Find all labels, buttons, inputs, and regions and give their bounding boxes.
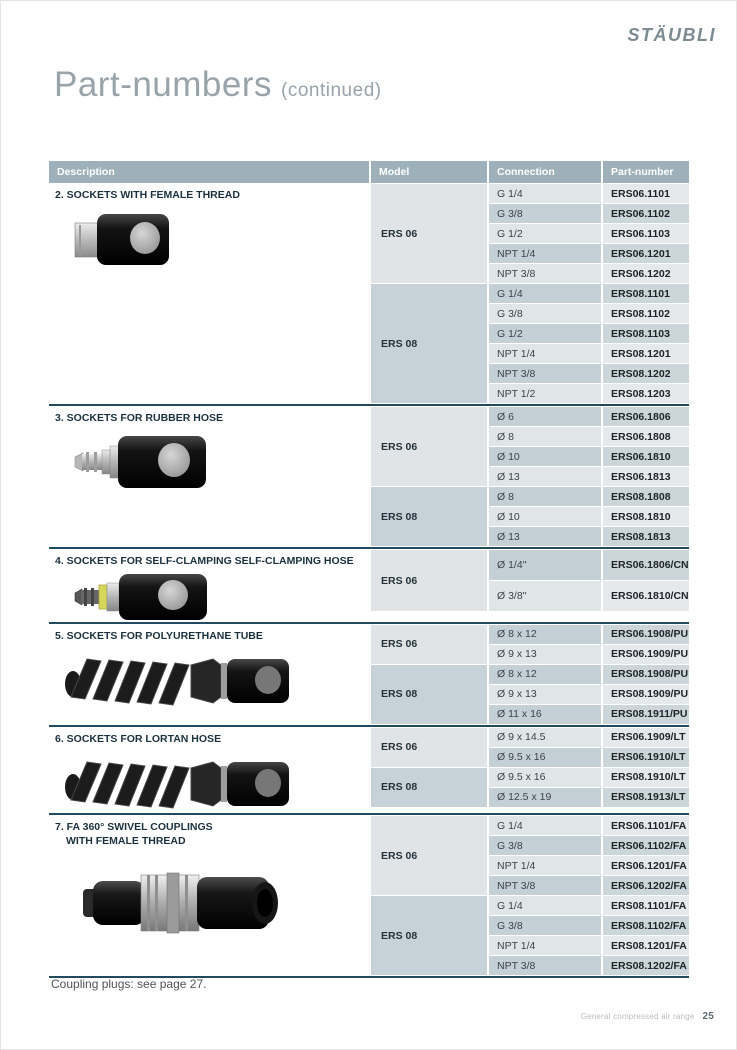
table-row [489, 748, 689, 767]
table-row [489, 550, 689, 580]
page-title [54, 65, 382, 105]
model-group [371, 550, 689, 611]
connection-cell: Ø 13 [489, 467, 601, 486]
connection-cell: Ø 8 [489, 427, 601, 446]
description-cell [49, 184, 369, 403]
description-cell [49, 407, 369, 546]
rows-column [489, 550, 689, 611]
connection-cell: Ø 9.5 x 16 [489, 768, 601, 787]
rows-column [489, 896, 689, 975]
connection-cell: Ø 10 [489, 447, 601, 466]
connection-cell: G 1/4 [489, 284, 601, 303]
part-number-cell: ERS08.1102 [603, 304, 689, 323]
connection-cell: NPT 1/2 [489, 384, 601, 403]
model-groups [371, 816, 689, 975]
connection-cell: G 1/2 [489, 224, 601, 243]
table-row [489, 645, 689, 664]
rows-column [489, 407, 689, 486]
connection-cell: G 3/8 [489, 836, 601, 855]
model-groups [371, 407, 689, 546]
table-row [489, 304, 689, 323]
product-image-self-clamping [73, 573, 369, 621]
part-number-cell: ERS08.1808 [603, 487, 689, 506]
part-number-cell: ERS06.1103 [603, 224, 689, 243]
table-section [49, 550, 689, 621]
part-number-cell: ERS08.1913/LT [603, 788, 689, 807]
table-row [489, 284, 689, 303]
table-section [49, 728, 689, 813]
rows-column [489, 284, 689, 403]
model-groups [371, 550, 689, 621]
table-row [489, 427, 689, 446]
connection-cell: Ø 3/8'' [489, 581, 601, 611]
footer-right [581, 1011, 714, 1022]
table-row [489, 936, 689, 955]
product-image-spiral [63, 651, 369, 709]
part-number-cell: ERS08.1103 [603, 324, 689, 343]
rows-column [489, 625, 689, 664]
part-number-cell: ERS08.1102/FA [603, 916, 689, 935]
model-cell: ERS 08 [371, 665, 487, 724]
section-separator-line [49, 622, 689, 624]
model-cell: ERS 06 [371, 550, 487, 611]
connection-cell: Ø 9 x 13 [489, 645, 601, 664]
part-number-cell: ERS08.1911/PU [603, 705, 689, 724]
part-number-cell: ERS08.1909/PU [603, 685, 689, 704]
column-header-connection: Connection [489, 161, 601, 183]
section-title: 2. SOCKETS WITH FEMALE THREAD [55, 189, 240, 201]
section-title: 7. FA 360° SWIVEL COUPLINGS [55, 821, 213, 834]
connection-cell: Ø 10 [489, 507, 601, 526]
table-row [489, 407, 689, 426]
connection-cell: G 1/4 [489, 896, 601, 915]
part-number-cell: ERS08.1201 [603, 344, 689, 363]
description-cell [49, 728, 369, 813]
connection-cell: G 3/8 [489, 304, 601, 323]
table-row [489, 244, 689, 263]
section-title: 3. SOCKETS FOR RUBBER HOSE [55, 412, 224, 424]
model-groups [371, 625, 689, 724]
connection-cell: NPT 1/4 [489, 936, 601, 955]
product-image-fa-swivel [81, 861, 369, 945]
rows-column [489, 816, 689, 895]
connection-cell: G 1/2 [489, 324, 601, 343]
table-row [489, 224, 689, 243]
table-row [489, 384, 689, 403]
part-number-cell: ERS08.1810 [603, 507, 689, 526]
part-number-cell: ERS06.1201 [603, 244, 689, 263]
page-number: 25 [702, 1011, 714, 1022]
column-header-part-number: Part-number [603, 161, 689, 183]
description-cell [49, 550, 369, 621]
part-number-cell: ERS06.1808 [603, 427, 689, 446]
model-cell: ERS 06 [371, 816, 487, 895]
column-header-model: Model [371, 161, 487, 183]
connection-cell: NPT 1/4 [489, 344, 601, 363]
rows-column [489, 487, 689, 546]
part-number-cell: ERS06.1813 [603, 467, 689, 486]
connection-cell: NPT 3/8 [489, 364, 601, 383]
connection-cell: Ø 8 x 12 [489, 665, 601, 684]
page-title-suffix: (continued) [281, 80, 382, 101]
table-row [489, 956, 689, 975]
description-cell [49, 625, 369, 724]
table-row [489, 876, 689, 895]
connection-cell: Ø 12.5 x 19 [489, 788, 601, 807]
table-row [489, 204, 689, 223]
model-group [371, 407, 689, 486]
staubli-logo: STÄUBLI [627, 25, 716, 45]
part-number-cell: ERS06.1910/LT [603, 748, 689, 767]
table-section [49, 816, 689, 975]
part-number-cell: ERS06.1101/FA [603, 816, 689, 835]
model-cell: ERS 06 [371, 184, 487, 283]
part-number-cell: ERS08.1910/LT [603, 768, 689, 787]
table-row [489, 184, 689, 203]
footer-note: Coupling plugs: see page 27. [51, 977, 207, 991]
table-row [489, 665, 689, 684]
section-title: 5. SOCKETS FOR POLYURETHANE TUBE [55, 629, 263, 642]
connection-cell: G 3/8 [489, 204, 601, 223]
model-cell: ERS 08 [371, 896, 487, 975]
connection-cell: Ø 13 [489, 527, 601, 546]
model-group [371, 284, 689, 403]
table-row [489, 625, 689, 644]
table-row [489, 324, 689, 343]
model-groups [371, 184, 689, 403]
table-row [489, 344, 689, 363]
section-separator-line [49, 547, 689, 549]
model-group [371, 625, 689, 664]
connection-cell: Ø 9.5 x 16 [489, 748, 601, 767]
page-title-text: Part-numbers [54, 65, 273, 104]
table-row [489, 705, 689, 724]
connection-cell: G 3/8 [489, 916, 601, 935]
table-row [489, 467, 689, 486]
table-row [489, 896, 689, 915]
model-group [371, 665, 689, 724]
table-row [489, 685, 689, 704]
connection-cell: Ø 9 x 13 [489, 685, 601, 704]
connection-cell: Ø 8 [489, 487, 601, 506]
part-number-cell: ERS06.1202 [603, 264, 689, 283]
section-title: 6. SOCKETS FOR LORTAN HOSE [55, 732, 222, 745]
table-row [489, 507, 689, 526]
rows-column [489, 768, 689, 807]
table-row [489, 816, 689, 835]
model-groups [371, 728, 689, 813]
product-image-spiral [63, 754, 369, 812]
table-row [489, 788, 689, 807]
section-title: WITH FEMALE THREAD [66, 834, 186, 847]
table-section [49, 625, 689, 724]
table-row [489, 581, 689, 611]
table-row [489, 527, 689, 546]
table-header-row [49, 161, 689, 183]
table-row [489, 487, 689, 506]
product-image-female-thread [73, 211, 369, 267]
model-group [371, 816, 689, 895]
rows-column [489, 184, 689, 283]
product-image-rubber-hose [73, 434, 369, 490]
table-section [49, 184, 689, 403]
model-group [371, 184, 689, 283]
rows-column [489, 665, 689, 724]
connection-cell: NPT 1/4 [489, 244, 601, 263]
connection-cell: NPT 3/8 [489, 876, 601, 895]
table-row [489, 264, 689, 283]
part-number-cell: ERS06.1909/PU [603, 645, 689, 664]
part-number-cell: ERS06.1201/FA [603, 856, 689, 875]
table-section [49, 407, 689, 546]
section-title: 4. SOCKETS FOR SELF-CLAMPING SELF-CLAMPING HOSE [55, 555, 354, 567]
part-number-cell: ERS06.1810/CN [603, 581, 689, 611]
table-row [489, 836, 689, 855]
part-number-cell: ERS06.1102/FA [603, 836, 689, 855]
table-row [489, 447, 689, 466]
connection-cell: G 1/4 [489, 184, 601, 203]
part-number-cell: ERS08.1202 [603, 364, 689, 383]
part-number-cell: ERS06.1908/PU [603, 625, 689, 644]
model-cell: ERS 08 [371, 284, 487, 403]
rows-column [489, 728, 689, 767]
table-row [489, 364, 689, 383]
part-number-cell: ERS06.1101 [603, 184, 689, 203]
part-number-cell: ERS06.1102 [603, 204, 689, 223]
model-group [371, 728, 689, 767]
section-separator-line [49, 813, 689, 815]
model-group [371, 768, 689, 807]
connection-cell: Ø 1/4'' [489, 550, 601, 580]
table-row [489, 728, 689, 747]
connection-cell: Ø 11 x 16 [489, 705, 601, 724]
connection-cell: Ø 9 x 14.5 [489, 728, 601, 747]
part-number-cell: ERS06.1810 [603, 447, 689, 466]
part-number-cell: ERS08.1101 [603, 284, 689, 303]
part-number-cell: ERS06.1202/FA [603, 876, 689, 895]
part-number-cell: ERS08.1908/PU [603, 665, 689, 684]
part-number-cell: ERS08.1201/FA [603, 936, 689, 955]
description-cell [49, 816, 369, 975]
connection-cell: Ø 6 [489, 407, 601, 426]
model-group [371, 896, 689, 975]
model-cell: ERS 08 [371, 768, 487, 807]
column-header-description: Description [49, 161, 369, 183]
part-number-cell: ERS06.1806/CN [603, 550, 689, 580]
table-row [489, 768, 689, 787]
model-group [371, 487, 689, 546]
part-number-cell: ERS08.1202/FA [603, 956, 689, 975]
part-number-cell: ERS06.1909/LT [603, 728, 689, 747]
table-body [49, 184, 689, 978]
section-separator-line [49, 404, 689, 406]
part-number-cell: ERS08.1203 [603, 384, 689, 403]
connection-cell: NPT 3/8 [489, 956, 601, 975]
model-cell: ERS 08 [371, 487, 487, 546]
part-number-cell: ERS06.1806 [603, 407, 689, 426]
model-cell: ERS 06 [371, 407, 487, 486]
part-numbers-table [49, 161, 689, 979]
part-number-cell: ERS08.1813 [603, 527, 689, 546]
connection-cell: NPT 3/8 [489, 264, 601, 283]
footer-range-label: General compressed air range [580, 1012, 695, 1021]
connection-cell: NPT 1/4 [489, 856, 601, 875]
model-cell: ERS 06 [371, 625, 487, 664]
model-cell: ERS 06 [371, 728, 487, 767]
connection-cell: Ø 8 x 12 [489, 625, 601, 644]
connection-cell: G 1/4 [489, 816, 601, 835]
section-separator-line [49, 725, 689, 727]
table-row [489, 916, 689, 935]
table-row [489, 856, 689, 875]
part-number-cell: ERS08.1101/FA [603, 896, 689, 915]
